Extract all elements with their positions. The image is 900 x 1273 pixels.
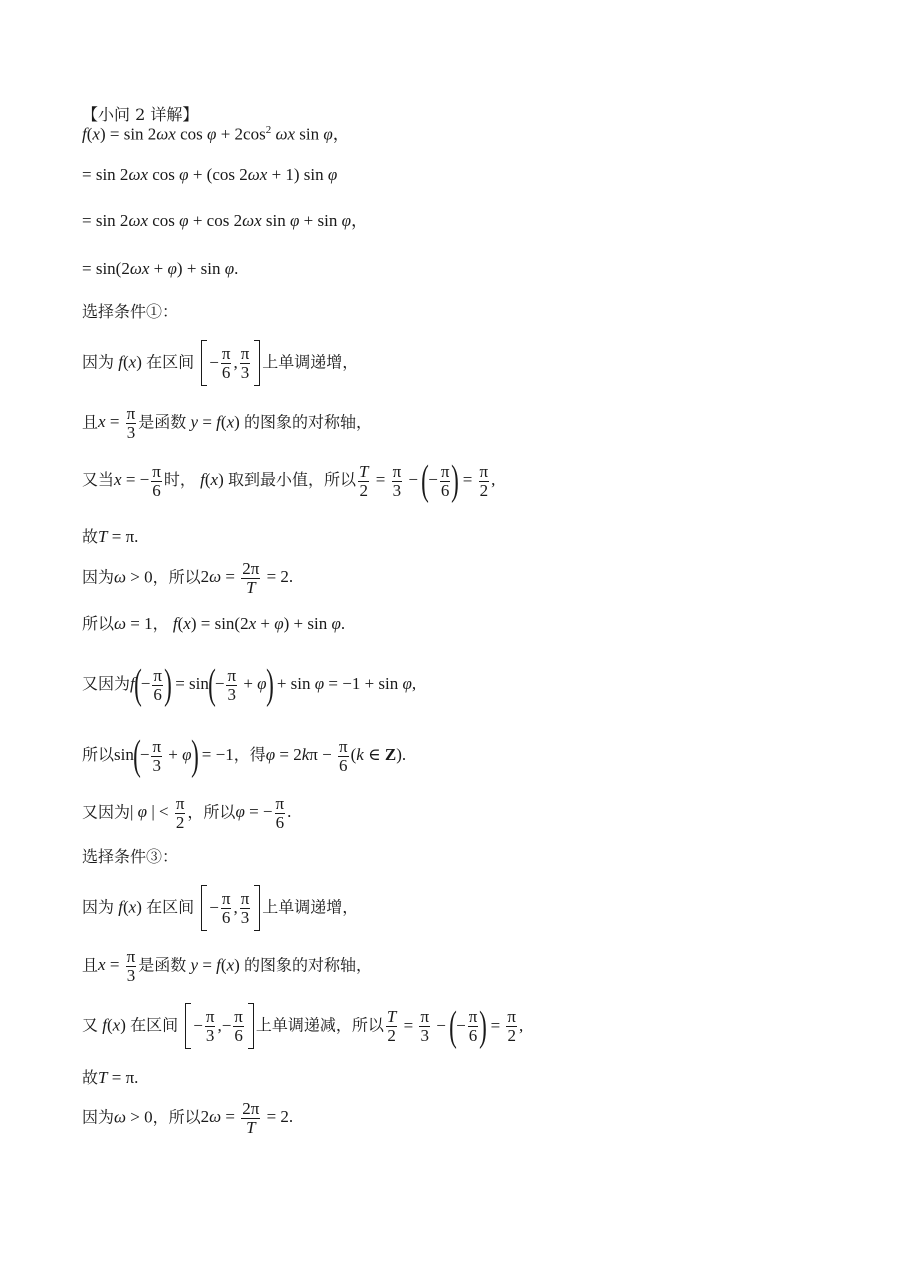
cond1-line-1: 因为 f(x) 在区间 − $\frac{\pi}{6}$ , $\frac{\pi}{3}$ 上单调递增， — [82, 340, 358, 386]
cond1-line-5: 因为ω > 0，所以2ω = $\frac{2\pi}{T}$ = 2. — [82, 559, 294, 597]
cond1-line-6: 所以ω = 1， f(x) = sin(2x + φ) + sin φ. — [82, 614, 346, 633]
cond3-line-3: 又 f(x) 在区间 − $\frac{\pi}{3}$ ,− $\frac{\pi}{6}$ 上单调递减，所以 $\frac{T}{2}$ = $\frac{\pi}{3}$ − (− $\frac{\pi}{6}$ ) = $\frac{\pi}{2}$ , — [82, 1003, 524, 1050]
derivation-line-4: = sin(2ωx + φ) + sin φ. — [82, 259, 239, 278]
cond1-line-2: 且x = $\frac{\pi}{3}$ 是函数 y = f(x) 的图象的对称轴， — [82, 404, 373, 442]
cond1-title: 选择条件①： — [82, 302, 179, 321]
cond1-line-9: 又因为| φ | < $\frac{\pi}{2}$ ，所以φ = − $\frac{\pi}{6}$ . — [82, 794, 292, 832]
cond1-line-3: 又当x = − $\frac{\pi}{6}$ 时， f(x) 取到最小值，所以 $\frac{T}{2}$ = $\frac{\pi}{3}$ − (− $\frac{\pi}{6}$ ) = $\frac{\pi}{2}$ , — [82, 458, 496, 504]
cond1-line-8: 所以sin(− $\frac{\pi}{3}$ + φ) = −1，得φ = 2kπ − $\frac{\pi}{6}$ (k ∈ Z). — [82, 733, 407, 779]
heading: 【小问 2 详解】 — [82, 105, 199, 124]
cond3-line-2: 且x = $\frac{\pi}{3}$ 是函数 y = f(x) 的图象的对称轴， — [82, 947, 373, 985]
derivation-line-1: f(x) = sin 2ωx $\cos \varphi + 2\cos^2$ ωx sin φ， — [82, 124, 350, 144]
cond3-line-5: 因为ω > 0，所以2ω = $\frac{2\pi}{T}$ = 2. — [82, 1099, 294, 1137]
cond1-line-4: 故T = π. — [82, 527, 139, 546]
derivation-line-2: = sin 2ωx cos φ + (cos 2ωx + 1) sin φ — [82, 165, 338, 184]
cond1-line-7: 又因为f(− $\frac{\pi}{6}$ ) = sin(− $\frac{\pi}{3}$ + φ) + sin φ = −1 + sin φ, — [82, 662, 417, 708]
cond3-title: 选择条件③： — [82, 847, 179, 866]
cond3-line-4: 故T = π. — [82, 1068, 139, 1087]
derivation-line-3: = sin 2ωx cos φ + cos 2ωx sin φ + sin φ， — [82, 211, 368, 230]
cond3-line-1: 因为 f(x) 在区间 − $\frac{\pi}{6}$ , $\frac{\pi}{3}$ 上单调递增， — [82, 885, 358, 931]
